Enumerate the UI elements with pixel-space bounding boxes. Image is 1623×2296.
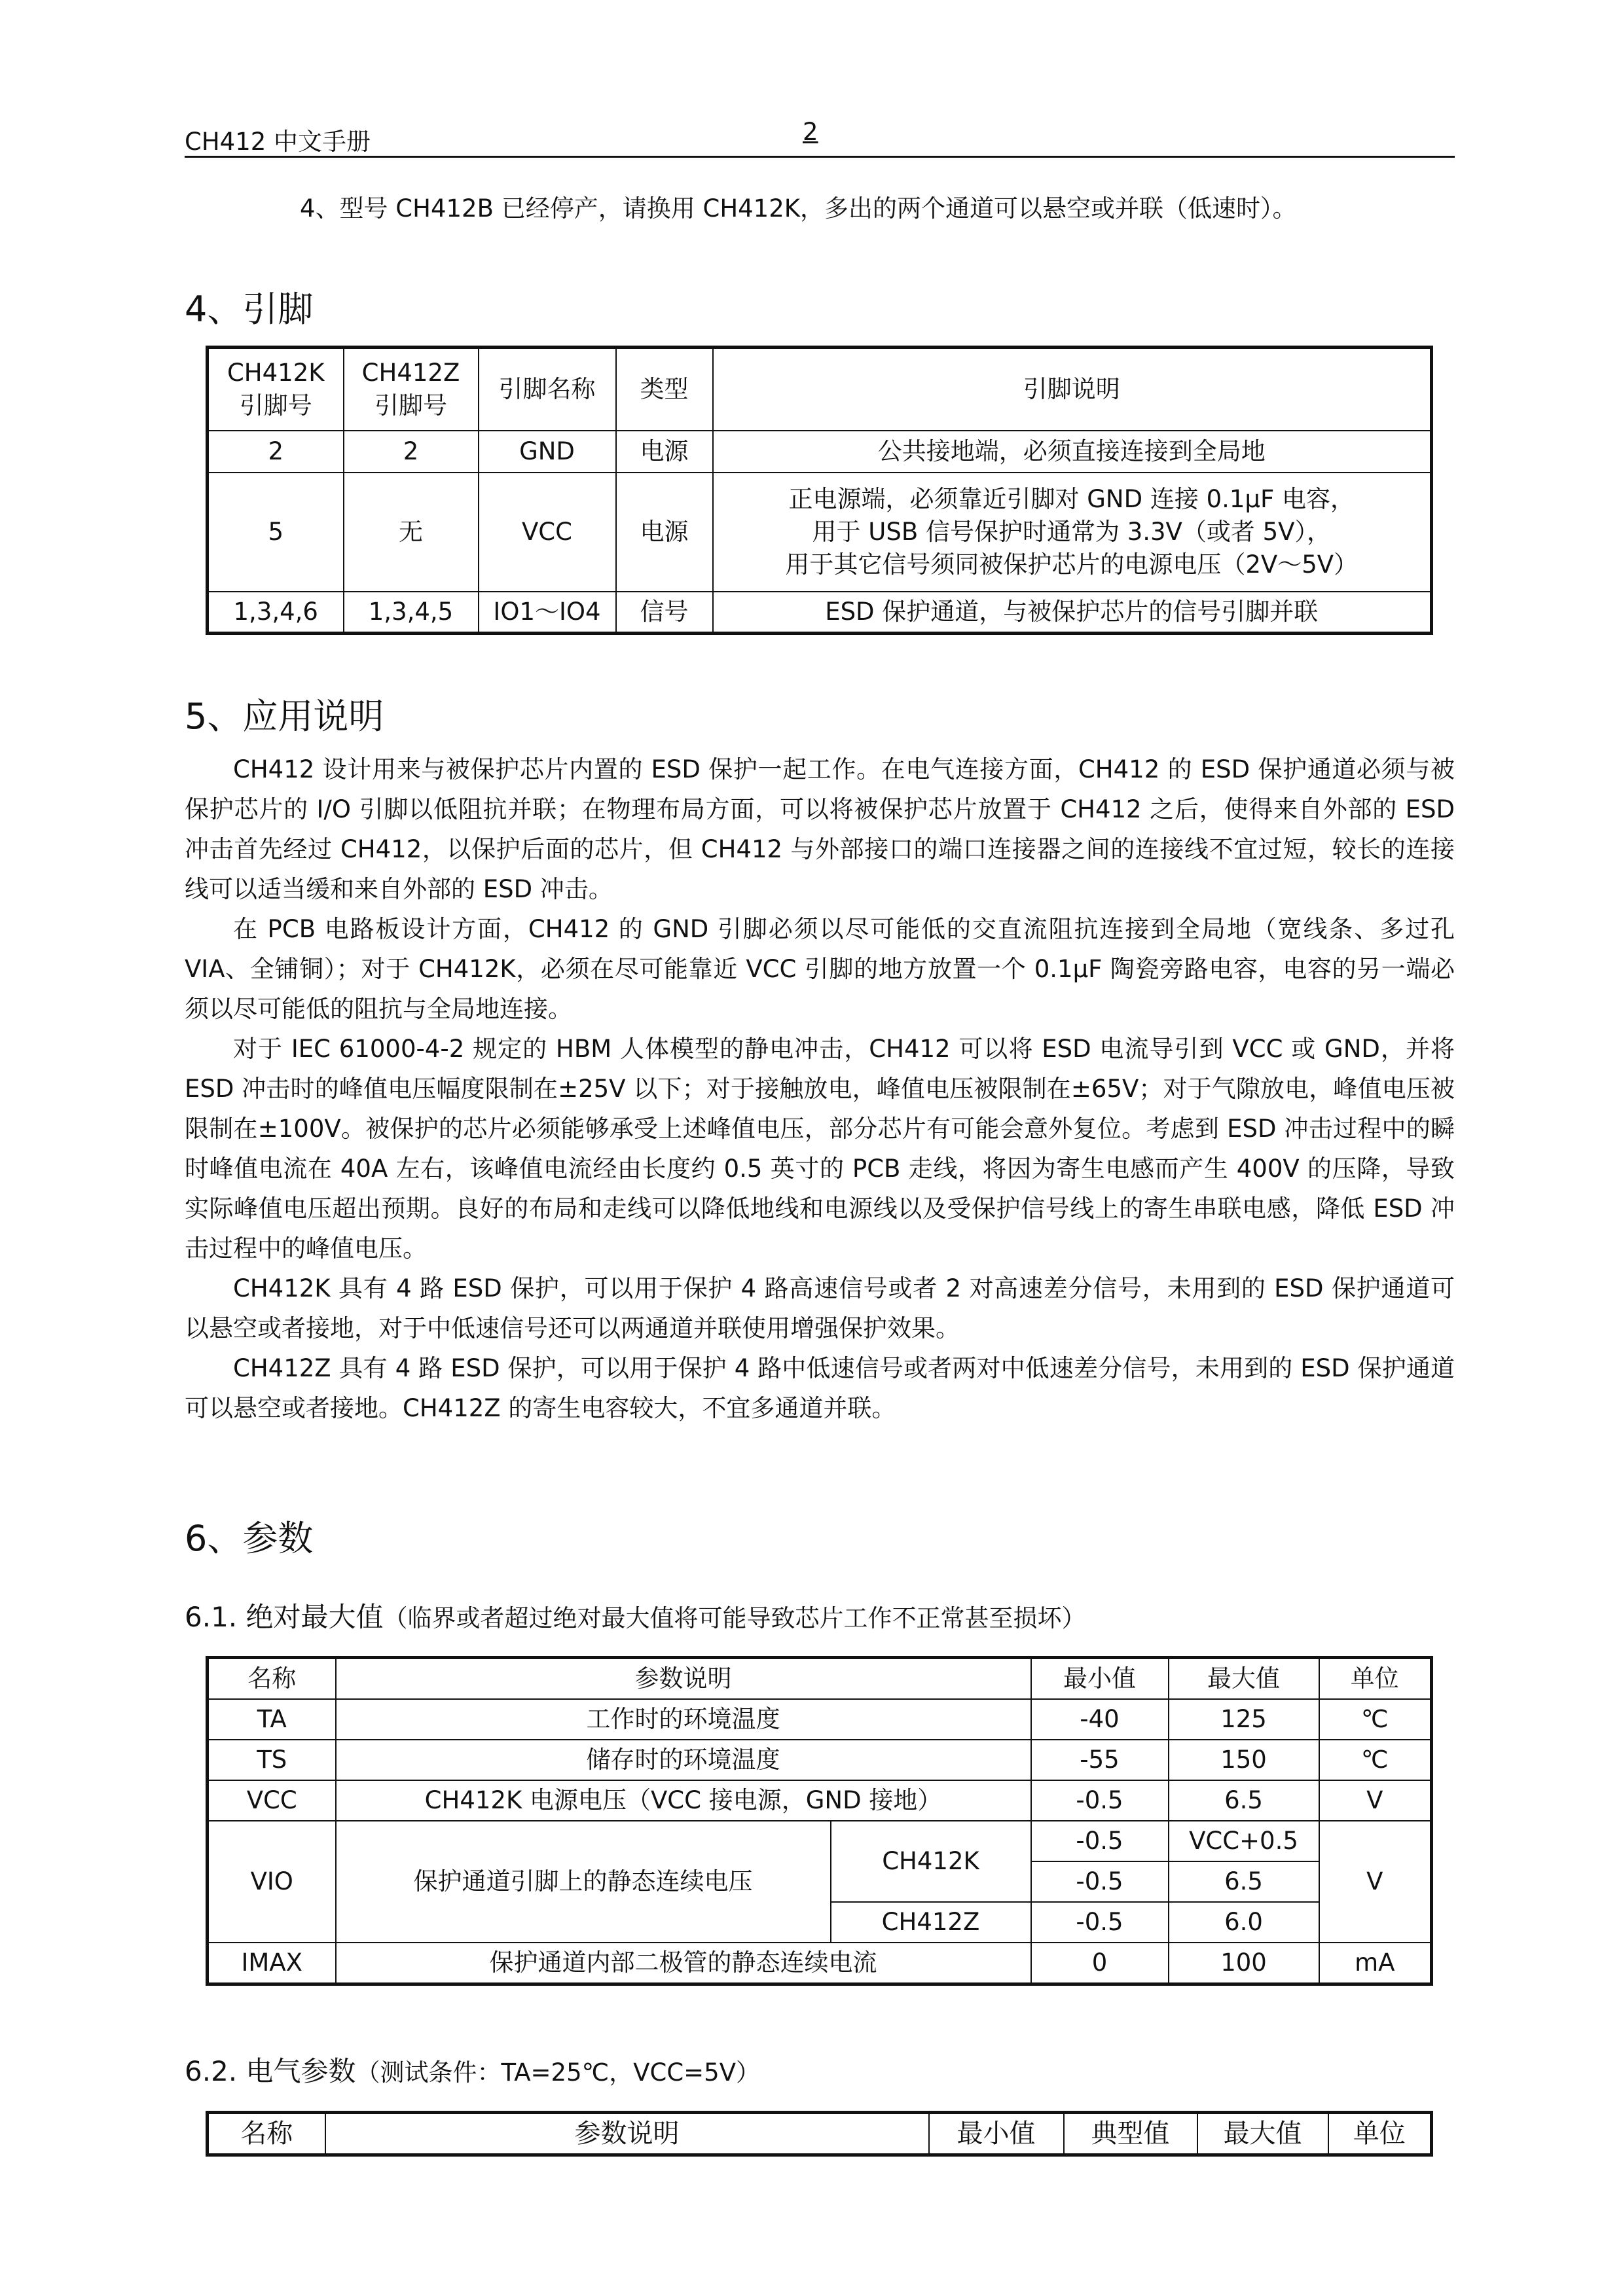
- cell-k: 5: [208, 473, 344, 592]
- table-row: [208, 1943, 1432, 1984]
- cell-desc: CH412K 电源电压（VCC 接电源，GND 接地）: [336, 1780, 1031, 1821]
- cell-max: VCC+0.5: [1169, 1821, 1319, 1861]
- cell-min: -0.5: [1031, 1902, 1169, 1943]
- cell-max: 125: [1169, 1699, 1319, 1740]
- cell-k: 2: [208, 431, 344, 473]
- table-row: [208, 1740, 1432, 1780]
- cell-unit: ℃: [1319, 1699, 1432, 1740]
- cell-desc: [713, 431, 1432, 473]
- cell-max: 6.5: [1169, 1861, 1319, 1902]
- cell-desc: 保护通道内部二极管的静态连续电流: [336, 1943, 1031, 1984]
- col-unit: 单位: [1319, 1658, 1432, 1700]
- cell-desc: [713, 473, 1432, 592]
- cell-min: -0.5: [1031, 1861, 1169, 1902]
- cell-unit: V: [1319, 1780, 1432, 1821]
- abs-max-title: 6.1. 绝对最大值: [185, 1601, 384, 1633]
- paragraph: CH412Z 具有 4 路 ESD 保护，可以用于保护 4 路中低速信号或者两对中低速差分信号，未用到的 ESD 保护通道可以悬空或者接地。CH412Z 的寄生电容较大，不宜多通道并联。: [185, 1354, 1455, 1422]
- col-type: 类型: [616, 348, 713, 431]
- col-typ: 典型值: [1064, 2113, 1197, 2155]
- cell-z: 无: [344, 473, 479, 592]
- cell-type: 电源: [616, 473, 713, 592]
- cell-desc: 保护通道引脚上的静态连续电压: [336, 1821, 831, 1943]
- cell-variant: CH412K: [831, 1821, 1031, 1902]
- cell-unit: mA: [1319, 1943, 1432, 1984]
- col-max: 最大值: [1197, 2113, 1328, 2155]
- cell-max: 150: [1169, 1740, 1319, 1780]
- cell-max: 6.5: [1169, 1780, 1319, 1821]
- col-name: 名称: [208, 2113, 325, 2155]
- page-number: 2: [803, 118, 818, 146]
- elec-heading: [185, 2050, 760, 2089]
- col-z-pin-label: CH412Z 引脚号: [361, 359, 460, 420]
- table-header-row: [208, 2113, 1432, 2155]
- cell-min: -0.5: [1031, 1780, 1169, 1821]
- col-min: 最小值: [929, 2113, 1064, 2155]
- table-row: [208, 1821, 1432, 1861]
- desc-line: 正电源端，必须靠近引脚对 GND 连接 0.1μF 电容，: [788, 485, 1355, 514]
- elec-note: （测试条件：TA=25℃，VCC=5V）: [356, 2058, 761, 2087]
- section-params-heading: 6、参数: [185, 1518, 314, 1559]
- desc-line: 公共接地端，必须直接连接到全局地: [877, 437, 1266, 466]
- paragraph: CH412 设计用来与被保护芯片内置的 ESD 保护一起工作。在电气连接方面，CH412 的 ESD 保护通道必须与被保护芯片的 I/O 引脚以低阻抗并联；在物理布局方面，可以将被保护芯片放置于 CH412 之后，使得来自外部的 ESD 冲击首先经过 CH412，以保护后面的芯片，但 CH412 与外部接口的端口连接器之间的连接线不宜过短，较长的连接线可以适当缓和来自外部的 ESD 冲击。: [185, 755, 1455, 903]
- abs-max-table: [206, 1656, 1433, 1986]
- cell-unit: V: [1319, 1821, 1432, 1943]
- section-app-heading: 5、应用说明: [185, 696, 384, 737]
- paragraph: 对于 IEC 61000-4-2 规定的 HBM 人体模型的静电冲击，CH412 可以将 ESD 电流导引到 VCC 或 GND，并将 ESD 冲击时的峰值电压幅度限制在±25V 以下；对于接触放电，峰值电压被限制在±65V；对于气隙放电，峰值电压被限制在±100V。被保护的芯片必须能够承受上述峰值电压，部分芯片有可能会意外复位。考虑到 ESD 冲击过程中的瞬时峰值电流在 40A 左右，该峰值电流经由长度约 0.5 英寸的 PCB 走线，将因为寄生电感而产生 400V 的压降，导致实际峰值电压超出预期。良好的布局和走线可以降低地线和电源线以及受保护信号线上的寄生串联电感，降低 ESD 冲击过程中的峰值电压。: [185, 1035, 1455, 1263]
- cell-type: 电源: [616, 431, 713, 473]
- cell-desc: 储存时的环境温度: [336, 1740, 1031, 1780]
- cell-name: VCC: [479, 473, 616, 592]
- paragraph: CH412K 具有 4 路 ESD 保护，可以用于保护 4 路高速信号或者 2 对高速差分信号，未用到的 ESD 保护通道可以悬空或者接地，对于中低速信号还可以两通道并联使用增强保护效果。: [185, 1274, 1455, 1342]
- col-desc: 参数说明: [336, 1658, 1031, 1700]
- col-min: 最小值: [1031, 1658, 1169, 1700]
- header-rule: [185, 156, 1455, 158]
- col-name: 名称: [208, 1658, 336, 1700]
- cell-desc: [713, 592, 1432, 634]
- col-unit: 单位: [1328, 2113, 1432, 2155]
- table-row: [208, 473, 1432, 592]
- paragraph: 在 PCB 电路板设计方面，CH412 的 GND 引脚必须以尽可能低的交直流阻抗连接到全局地（宽线条、多过孔 VIA、全铺铜）；对于 CH412K，必须在尽可能靠近 VCC 引脚的地方放置一个 0.1μF 陶瓷旁路电容，电容的另一端必须以尽可能低的阻抗与全局地连接。: [185, 915, 1455, 1023]
- cell-name: TS: [208, 1740, 336, 1780]
- cell-min: -0.5: [1031, 1821, 1169, 1861]
- cell-name: IMAX: [208, 1943, 336, 1984]
- table-row: [208, 592, 1432, 634]
- discontinued-note: 4、型号 CH412B 已经停产，请换用 CH412K，多出的两个通道可以悬空或并联（低速时）。: [300, 194, 1297, 223]
- col-desc: 参数说明: [325, 2113, 929, 2155]
- cell-min: -55: [1031, 1740, 1169, 1780]
- cell-desc: 工作时的环境温度: [336, 1699, 1031, 1740]
- cell-type: 信号: [616, 592, 713, 634]
- cell-name: GND: [479, 431, 616, 473]
- desc-line: ESD 保护通道，与被保护芯片的信号引脚并联: [825, 598, 1319, 626]
- col-max: 最大值: [1169, 1658, 1319, 1700]
- header-title: CH412 中文手册: [185, 128, 371, 156]
- cell-name: VIO: [208, 1821, 336, 1943]
- cell-unit: ℃: [1319, 1740, 1432, 1780]
- section-pins-heading: 4、引脚: [185, 289, 314, 330]
- desc-line: 用于其它信号须同被保护芯片的电源电压（2V～5V）: [785, 550, 1359, 579]
- cell-min: 0: [1031, 1943, 1169, 1984]
- cell-variant: CH412Z: [831, 1902, 1031, 1943]
- cell-min: -40: [1031, 1699, 1169, 1740]
- cell-max: 6.0: [1169, 1902, 1319, 1943]
- table-row: [208, 1699, 1432, 1740]
- elec-table: [206, 2111, 1433, 2157]
- cell-name: TA: [208, 1699, 336, 1740]
- cell-z: 2: [344, 431, 479, 473]
- col-z-pin: [344, 348, 479, 431]
- cell-name: IO1～IO4: [479, 592, 616, 634]
- col-pin-name: 引脚名称: [479, 348, 616, 431]
- cell-name: VCC: [208, 1780, 336, 1821]
- col-k-pin: [208, 348, 344, 431]
- cell-z: 1,3,4,5: [344, 592, 479, 634]
- desc-line: 用于 USB 信号保护时通常为 3.3V（或者 5V），: [812, 518, 1331, 547]
- pin-table: [206, 346, 1433, 635]
- table-header-row: [208, 1658, 1432, 1700]
- cell-max: 100: [1169, 1943, 1319, 1984]
- table-row: [208, 431, 1432, 473]
- app-notes: [185, 749, 1455, 1428]
- table-header-row: [208, 348, 1432, 431]
- abs-max-note: （临界或者超过绝对最大值将可能导致芯片工作不正常甚至损坏）: [383, 1604, 1086, 1632]
- cell-k: 1,3,4,6: [208, 592, 344, 634]
- table-row: [208, 1780, 1432, 1821]
- elec-title: 6.2. 电气参数: [185, 2055, 356, 2087]
- col-k-pin-label: CH412K 引脚号: [227, 359, 325, 420]
- col-desc: 引脚说明: [713, 348, 1432, 431]
- abs-max-heading: [185, 1596, 1086, 1635]
